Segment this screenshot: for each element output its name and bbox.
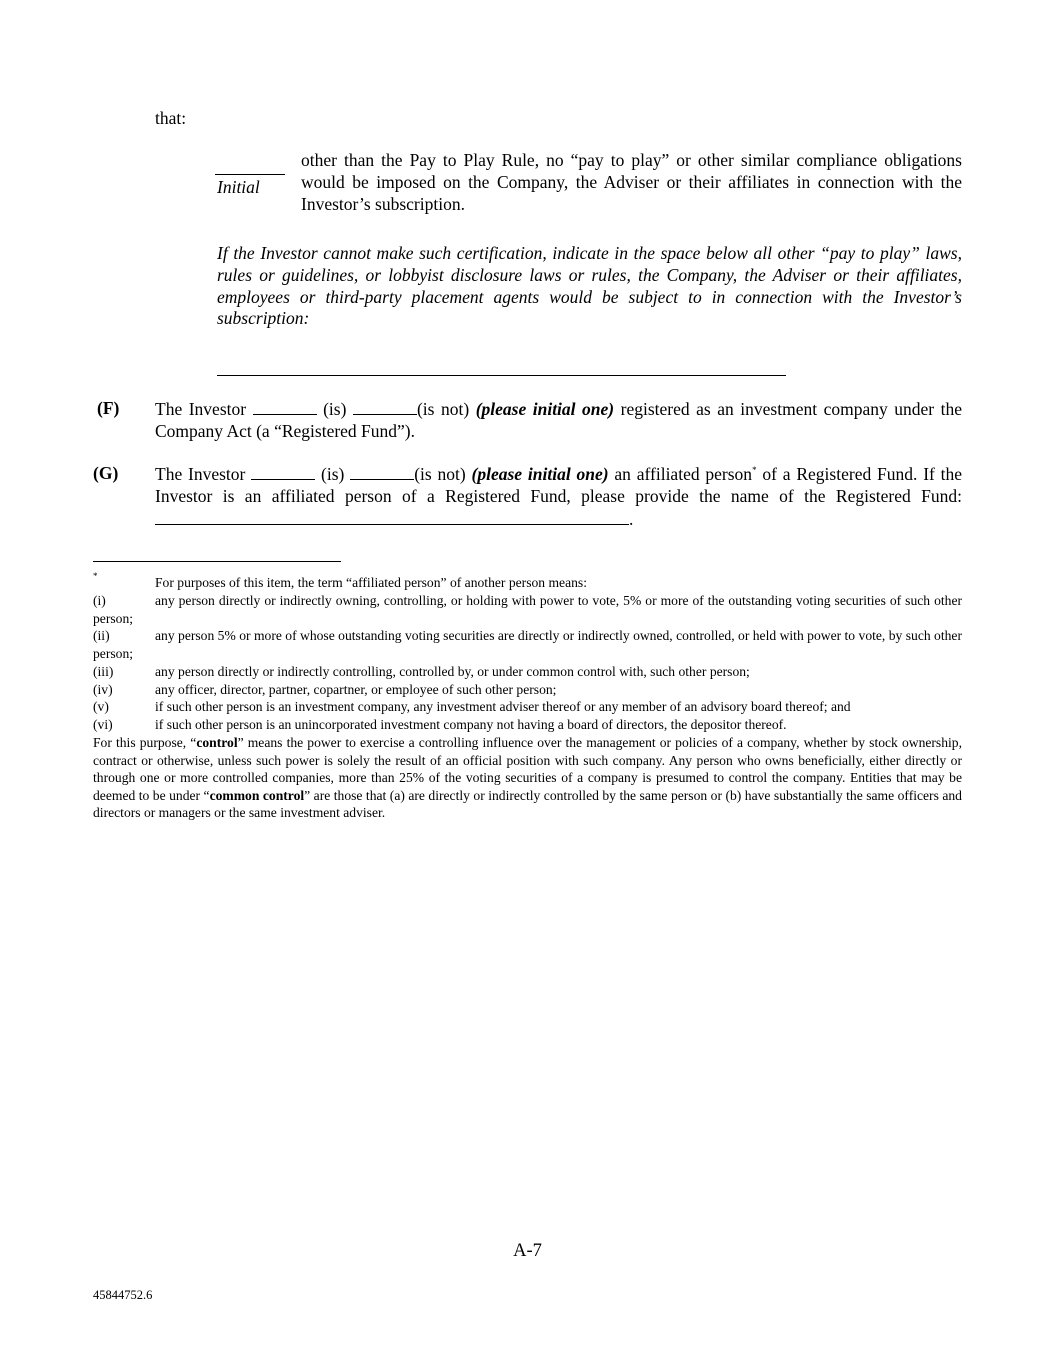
initial-statement: other than the Pay to Play Rule, no “pay to play” or other similar compliance obligations would be imposed on the Company, the Adviser or their affiliates in connection with the Investor’s subscription. [301, 150, 962, 214]
item-g-is-not: (is not) [414, 464, 466, 484]
footnote-item [93, 627, 962, 662]
item-g-text [155, 463, 962, 530]
page-number: A-7 [513, 1241, 542, 1261]
item-f-is-not-initial-field[interactable] [353, 398, 417, 415]
item-g-is-not-initial-field[interactable] [350, 463, 414, 480]
footnote-intro: For purposes of this item, the term “affiliated person” of another person means: [155, 575, 587, 590]
item-f-is-not: (is not) [416, 399, 470, 419]
footnote-item [93, 592, 962, 627]
item-f-label: (F) [97, 398, 120, 418]
initial-label: Initial [217, 177, 260, 197]
common-control-term: common control [209, 787, 305, 803]
control-definition [93, 734, 962, 822]
item-g-rest: of a Registered Fund. If the Investor is an affiliated person of a Registered Fund, please provide the name of the Registered Fund: [155, 464, 963, 506]
footnote-item-text: if such other person is an unincorporated investment company not having a board of directors, the depositor thereof. [155, 717, 787, 732]
footnote-item-text: any officer, director, partner, copartner, or employee of such other person; [155, 682, 557, 697]
certification-response-line[interactable] [217, 375, 786, 376]
footnote-item-label: (iv) [93, 682, 113, 697]
control-def-part1: For this purpose, “ [93, 735, 197, 750]
item-f-rest: registered as an investment company under the Company Act (a “Registered Fund”). [155, 399, 962, 441]
footnote-item-label: (iii) [93, 664, 114, 679]
item-g-affiliated: an affiliated person [614, 464, 753, 484]
item-g-intro: The Investor [155, 464, 246, 484]
control-def-part2: ” means the power to exercise a controlling influence over the management or policies of a company, whether by stock ownership, contract or otherwise, unless such power is solely the result of an official position with such company. Any person who owns beneficially, either directly or through one or more controlled companies, more than 25% of the voting securities of a company is presumed to control the company. Entities that may be deemed to be under “ [93, 735, 962, 803]
footnote-item [93, 698, 962, 716]
item-g-end: . [629, 508, 634, 529]
item-g-is: (is) [321, 464, 345, 484]
footnote-item [93, 663, 962, 681]
certification-note: If the Investor cannot make such certification, indicate in the space below all other “pay to play” laws, rules or guidelines, or lobbyist disclosure laws or rules, the Company, the Adviser or their affiliates, employees or third-party placement agents would be subject to in connection with the Investor’s subscription: [217, 243, 962, 329]
footnote-item-text: any person 5% or more of whose outstanding voting securities are directly or indirectly owned, controlled, or held with power to vote, by such other person; [93, 628, 962, 661]
item-f-is-initial-field[interactable] [253, 398, 317, 415]
footnote-item-label: (ii) [93, 628, 110, 643]
item-f-text [155, 398, 962, 443]
item-f-is: (is) [323, 399, 347, 419]
item-f-intro: The Investor [155, 399, 247, 419]
footnote-item-label: (i) [93, 593, 106, 608]
control-term: control [196, 735, 238, 750]
initial-signature-line[interactable] [215, 174, 285, 175]
footnote-separator [93, 561, 341, 562]
document-id: 45844752.6 [93, 1288, 153, 1302]
item-g-is-initial-field[interactable] [251, 463, 315, 480]
footnote-item-text: any person directly or indirectly owning, controlling, or holding with power to vote, 5% or more of the outstanding voting securities of such other person; [93, 593, 962, 626]
registered-fund-name-field[interactable] [155, 508, 629, 525]
footnote-item [93, 681, 962, 699]
item-g-footnote-mark: * [752, 465, 757, 476]
item-f-instruction: (please initial one) [475, 399, 615, 419]
document-page: that: Initial other than the Pay to Play Rule, no “pay to play” or other similar compliance obligations would be imposed on the Company, the Adviser or their affiliates in connection with the Investor’s subscription. If the Investor cannot make such certification, indicate in the space below all other “pay to play” laws, rules or guidelines, or lobbyist disclosure laws or rules, the Company, the Adviser or their affiliates, employees or third-party placement agents would be subject to in connection with the Investor’s subscription: (F) The Investor (is) (is not) (please initial one) registered as an investment company under the Company Act (a “Registered Fund”). (G) The Investor (is) (is not) (please initial one) an affiliated person* of a Registered Fund. If the Investor is an affiliated person of a Registered Fund, please provide the name of the Registered Fund: . * For purposes of this item, the term “affiliated person” of another person means: (i) any person directly or indirectly owning, controlling, or holding with power to vote, 5% or more of the outstanding voting securities of such other person; (ii) any person 5% or more of whose outstanding voting securities are directly or indirectly owned, controlled, or held with power to vote, by such other person; (iii) any person directly or indirectly controlling, controlled by, or under common control with, such other person; (iv) any officer, director, partner, copartner, or employee of such other person; (v) if such other person is an investment company, any investment adviser thereof or any member of an advisory board thereof; and (vi) if such other person is an unincorporated investment company not having a board of directors, the depositor thereof. For this purpose, “control” means the power to exercise a controlling influence over the management or policies of a company, whether by stock ownership, contract or otherwise, unless such power is solely the result of an official position with such company. Any person who owns beneficially, either directly or through one or more controlled companies, more than 25% of the voting securities of a company is presumed to control the company. Entities that may be deemed to be under “common control” are those that (a) are directly or indirectly controlled by the same person or (b) have substantially the same officers and directors or managers or the same investment adviser. A-7 45844752.6 [0, 0, 1055, 1365]
footnote-item-label: (v) [93, 699, 109, 714]
item-g-instruction: (please initial one) [471, 464, 609, 484]
control-def-part3: ” are those that (a) are directly or indirectly controlled by the same person or (b) have substantially the same officers and directors or managers or the same investment adviser. [93, 787, 962, 821]
footnote-item-label: (vi) [93, 717, 113, 732]
item-g-label: (G) [93, 463, 119, 483]
footnote-item [93, 716, 962, 734]
footnote-item-text: if such other person is an investment company, any investment adviser thereof or any member of an advisory board thereof; and [155, 699, 851, 714]
footnote-item-text: any person directly or indirectly controlling, controlled by, or under common control with, such other person; [155, 664, 750, 679]
intro-text: that: [155, 108, 187, 128]
